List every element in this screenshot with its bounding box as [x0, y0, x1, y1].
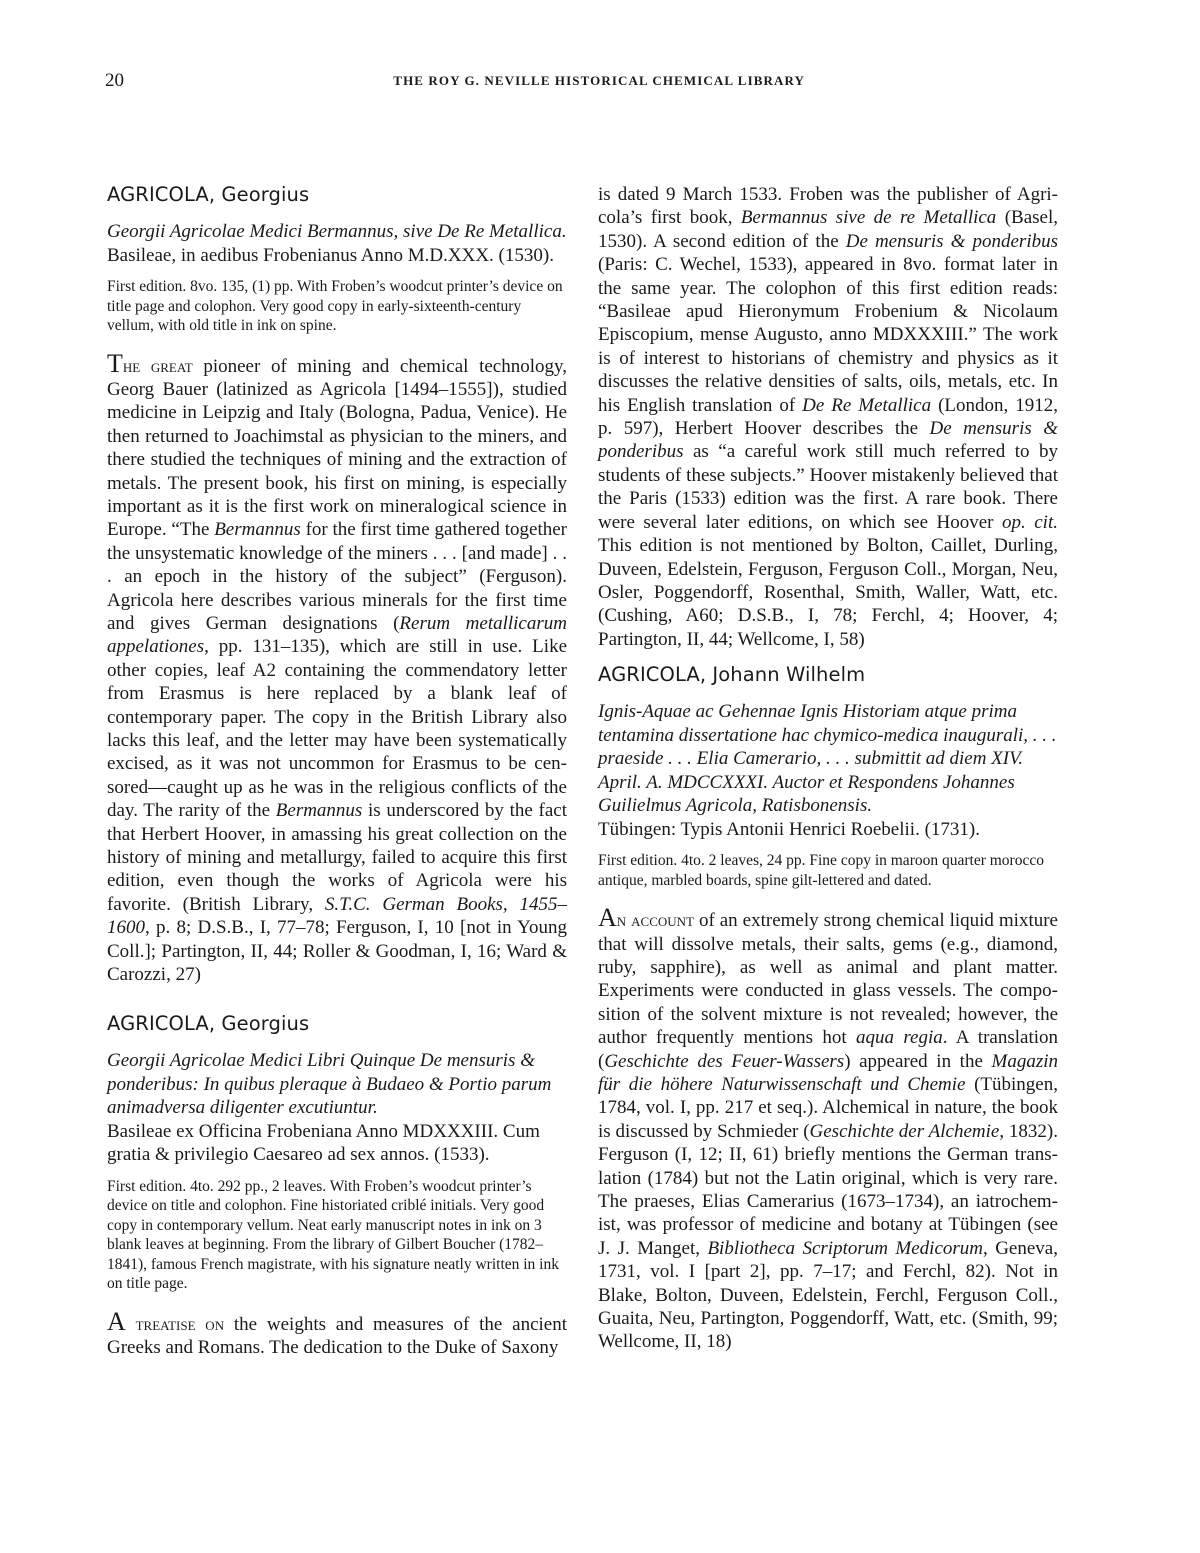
imprint: Tübingen: Typis Antonii Henrici Roebelii. (1731). — [598, 818, 980, 840]
lead-smallcaps: he great — [122, 355, 193, 377]
italic-text: Magazin für die höhere Naturwissenschaft und Chemie — [598, 1050, 1058, 1095]
italic-text: Geschichte des Feuer-Wassers — [604, 1050, 845, 1072]
book-title: Ignis-Aquae ac Gehennae Ignis Historiam atque prima tentamina dissertatione hac chymico-medica inaugurali, . . . praeside . . . Elia Camerario, . . . submittit ad diem XIV. April. A. MDCCXXXI. Auctor et Respondens Johannes Guilielmus Agricola, Ratisbonensis. — [598, 701, 1057, 817]
imprint: Basileae, in aedibus Frobenianus Anno M.D.XXX. (1530). — [107, 244, 554, 266]
text-run: . A translation ( — [598, 1027, 1059, 1072]
text-run: (London, 1912, p. 597), Herbert Hoover describes the — [598, 394, 1058, 440]
text-run: is underscored by the fact that Herbert Hoover, in amassing his great collection on the history of mining and metallurgy, failed to acquire this first edition, even though the works of Agricola were his favorite. (British Library, — [107, 800, 567, 915]
page-number: 20 — [105, 70, 124, 91]
text-run: for the first time gathered together the unsystematic knowledge of the miners . . . [and made] . . . an epoch in the history of the subject” (Ferguson). Agricola here describes various minerals for the first time and gives German designations ( — [107, 519, 567, 634]
italic-text: Bermannus — [214, 519, 301, 541]
text-run: This edition is not mentioned by Bolton, Caillet, Durling, Duveen, Edelstein, Ferguson, Ferguson Coll., Morgan, Neu, Osler, Poggendorff, Rosenthal, Smith, Waller, Watt, etc. (Cushing, A60; D.S.B., I, 78; Ferchl, 4; Hoover, 4; Partington, II, 44; Wellcome, I, 58) — [598, 535, 1058, 650]
running-title: THE ROY G. NEVILLE HISTORICAL CHEMICAL LIBRARY — [393, 73, 805, 88]
title-block — [598, 700, 1058, 841]
text-run: is dated 9 March 1533. Froben was the publisher of Agricola’s first book, — [598, 184, 1058, 229]
italic-text: Geschichte der Alchemie — [809, 1120, 1000, 1142]
text-run: , pp. 131–135), which are still in use. Like other copies, leaf A2 containing the commendatory letter from Erasmus is here replaced by a blank leaf of contemporary paper. The copy in the British Library also lacks this leaf, and the letter may have been systematically excised, as it was not uncommon for Erasmus to be censored—caught up as he was in the religious conflicts of the day. The rarity of the — [107, 636, 567, 822]
entry-heading: AGRICOLA, Georgius — [107, 1012, 310, 1036]
text-run: , 1832). Ferguson (I, 12; II, 61) briefly mentions the German translation (1784) but not the Latin original, which is very rare. The praeses, Elias Camerarius (1673–1734), an iatrochemist, was professor of medicine and botany at Tübingen (see J. J. Manget, — [598, 1120, 1058, 1259]
lead-smallcaps: n account — [616, 910, 694, 932]
entry-heading: AGRICOLA, Georgius — [107, 183, 310, 206]
description-paragraph — [107, 348, 568, 987]
description-paragraph — [598, 183, 1058, 651]
collation-note: First edition. 8vo. 135, (1) pp. With Froben’s woodcut printer’s device on title page and colophon. Very good copy in early-sixteenth-century vellum, with old title in ink on spine. — [107, 278, 563, 334]
book-title: Georgii Agricolae Medici Bermannus, sive De Re Metallica. — [107, 221, 567, 242]
text-run: , Geneva, 1731, vol. I [part 2], pp. 7–17; and Ferchl, 82). Not in Blake, Bolton, Duveen, Edelstein, Ferchl, Ferguson Coll., Guaita, Neu, Partington, Poggendorff, Watt, etc. (Smith, 99; Wellcome, II, 18) — [598, 1237, 1058, 1353]
running-head — [105, 70, 805, 94]
title-block — [107, 1049, 567, 1167]
italic-text: Bermannus sive de re Metallica — [740, 207, 997, 229]
italic-text: aqua regia — [855, 1027, 943, 1049]
text-run: as “a careful work still much referred to by students of these subjects.” Hoover mistakenly believed that the Paris (1533) edition was the first. A rare book. There were several later editions, on which see Hoover — [598, 441, 1058, 533]
text-run: of an extremely strong chemical liquid mixture that will dissolve metals, their salts, gems (e.g., diamond, ruby, sapphire), as well as animal and plant matter. Experiments were conducted in glass vessels. The composition of the solvent mixture is not revealed; however, the author frequently mentions hot — [598, 910, 1058, 1049]
left-column — [107, 183, 567, 1382]
italic-text: De mensuris & ponderibus — [598, 418, 1058, 463]
entry-continuation — [598, 183, 1058, 651]
italic-text: Bibliotheca Scriptorum Medicorum — [707, 1237, 984, 1259]
collation-note: First edition. 4to. 2 leaves, 24 pp. Fine copy in maroon quarter morocco antique, marbled boards, spine gilt-lettered and dated. — [598, 852, 1044, 889]
right-column — [598, 183, 1058, 1376]
description-paragraph — [107, 1306, 568, 1360]
description-paragraph — [598, 903, 1059, 1354]
lead-smallcaps: treatise on — [125, 1313, 225, 1335]
text-run: the weights and measures of the ancient Greeks and Romans. The dedication to the Duke of Saxony — [107, 1313, 568, 1359]
lead-initial: T — [107, 348, 123, 378]
text-run: (Tübingen, 1784, vol. I, pp. 217 et seq.). Alchemical in nature, the book is discussed by Schmieder ( — [598, 1073, 1058, 1142]
italic-text: Bermannus — [275, 800, 363, 822]
italic-text: S.T.C. German Books, 1455–1600 — [107, 893, 567, 939]
text-run: ) appeared in the — [844, 1050, 992, 1072]
italic-text: De Re Metallica — [802, 394, 932, 416]
catalog-entry — [107, 1012, 567, 1359]
entry-heading: AGRICOLA, Johann Wilhelm — [598, 663, 866, 687]
imprint: Basileae ex Officina Frobeniana Anno MDXXXIII. Cum gratia & privilegio Caesareo ad sex annos. (1533). — [107, 1120, 540, 1166]
italic-text: Rerum metallicarum appelationes — [107, 612, 567, 658]
catalog-entry — [598, 663, 1058, 1354]
catalog-entry — [107, 183, 567, 986]
collation-note: First edition. 4to. 292 pp., 2 leaves. With Froben’s woodcut printer’s device on title and colophon. Fine historiated criblé initials. Very good copy in contemporary vellum. Neat early manuscript notes in ink on 3 blank leaves at beginning. From the library of Gilbert Boucher (1782–1841), famous French magistrate, with his signature neatly written in ink on title page. — [107, 1177, 559, 1293]
text-run: (Paris: C. Wechel, 1533), appeared in 8vo. format later in the same year. The colophon of this first edition reads: “Basileae apud Hieronymum Frobenium & Nicolaum Episcopium, mense Augusto, anno MDXXXIII.” The work is of interest to historians of chemistry and physics as it discusses the relative densities of salts, oils, metals, etc. In his English translation of — [598, 254, 1058, 416]
title-block — [107, 220, 567, 267]
italic-text: De mensuris & ponderibus — [845, 230, 1058, 252]
text-run: , p. 8; D.S.B., I, 77–78; Ferguson, I, 10 [not in Young Coll.]; Partington, II, 44; Roller & Goodman, I, 16; Ward & Carozzi, 27) — [107, 917, 567, 986]
book-title: Georgii Agricolae Medici Libri Quinque De mensuris & ponderibus: In quibus pleraque à Budaeo & Portio parum animadversa diligenter excutiuntur. — [107, 1050, 552, 1119]
text-run: (Basel, 1530). A second edition of the — [598, 207, 1058, 252]
text-run: pioneer of mining and chemical technology, Georg Bauer (latinized as Agricola [1494–1555]), studied medicine in Leipzig and Italy (Bologna, Padua, Venice). He then returned to Joachimstal as physician to the miners, and there studied the techniques of mining and the extraction of metals. The present book, his first on mining, is especially important as it is the first work on mineralogical science in Europe. “The — [107, 355, 568, 541]
italic-text: op. cit. — [1002, 511, 1058, 533]
lead-initial: A — [598, 903, 617, 933]
lead-initial: A — [107, 1306, 126, 1336]
